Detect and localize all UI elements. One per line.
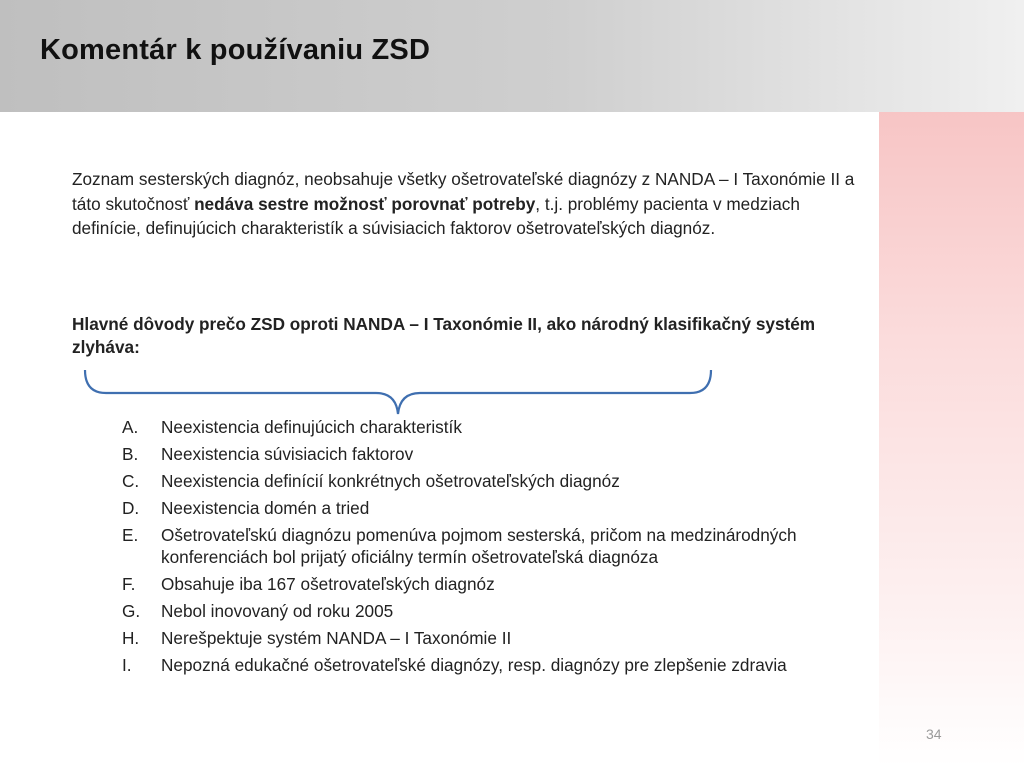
list-item-label: D.: [122, 498, 140, 518]
list-item-label: G.: [122, 601, 141, 621]
list-item-label: E.: [122, 525, 139, 545]
list-item-text: Obsahuje iba 167 ošetrovateľských diagnóz: [161, 574, 495, 594]
list-item: [122, 443, 842, 465]
list-item-text: Neexistencia domén a tried: [161, 498, 370, 518]
list-item-text: Nebol inovovaný od roku 2005: [161, 601, 394, 621]
list-item: [122, 573, 842, 595]
brace-path: [85, 370, 711, 414]
list-item-label: F.: [122, 574, 136, 594]
list-item-text: Neexistencia súvisiacich faktorov: [161, 444, 414, 464]
page-number: 34: [926, 726, 942, 742]
reasons-list: [122, 416, 842, 681]
curly-brace-icon: [82, 368, 716, 418]
list-item: [122, 416, 842, 438]
intro-text-bold: nedáva sestre možnosť porovnať potreby: [194, 193, 536, 214]
list-item-label: B.: [122, 444, 139, 464]
list-item: [122, 470, 842, 492]
list-item-label: I.: [122, 655, 132, 675]
list-item: [122, 654, 842, 676]
intro-text-end: , t.j. problémy pacienta v medziach definície, definujúcich charakteristík a súvisiacich faktorov ošetrovateľských diagnóz.: [72, 193, 800, 238]
decorative-side-panel: [879, 112, 1024, 767]
list-item: [122, 600, 842, 622]
reasons-heading: Hlavné dôvody prečo ZSD oproti NANDA – I Taxonómie II, ako národný klasifikačný systém zlyháva:: [72, 314, 816, 357]
list-item: [122, 497, 842, 519]
list-item-label: C.: [122, 471, 140, 491]
list-item-text: Ošetrovateľskú diagnózu pomenúva pojmom sesterská, pričom na medzinárodných konferenciách bol prijatý oficiálny termín ošetrovateľská diagnóza: [161, 525, 797, 567]
list-item-label: H.: [122, 628, 140, 648]
list-item-text: Neexistencia definícií konkrétnych ošetrovateľských diagnóz: [161, 471, 620, 491]
list-item: [122, 627, 842, 649]
intro-paragraph: [72, 167, 872, 241]
list-item-label: A.: [122, 417, 139, 437]
list-item-text: Neexistencia definujúcich charakteristík: [161, 417, 462, 437]
list-item-text: Nepozná edukačné ošetrovateľské diagnózy, resp. diagnózy pre zlepšenie zdravia: [161, 655, 787, 675]
intro-text-start: Zoznam sesterských diagnóz, neobsahuje všetky ošetrovateľské diagnózy z NANDA – I Taxonómie II a táto skutočnosť: [72, 169, 855, 214]
list-item: [122, 524, 842, 568]
slide-title: Komentár k používaniu ZSD: [40, 34, 431, 66]
list-item-text: Nerešpektuje systém NANDA – I Taxonómie II: [161, 628, 512, 648]
